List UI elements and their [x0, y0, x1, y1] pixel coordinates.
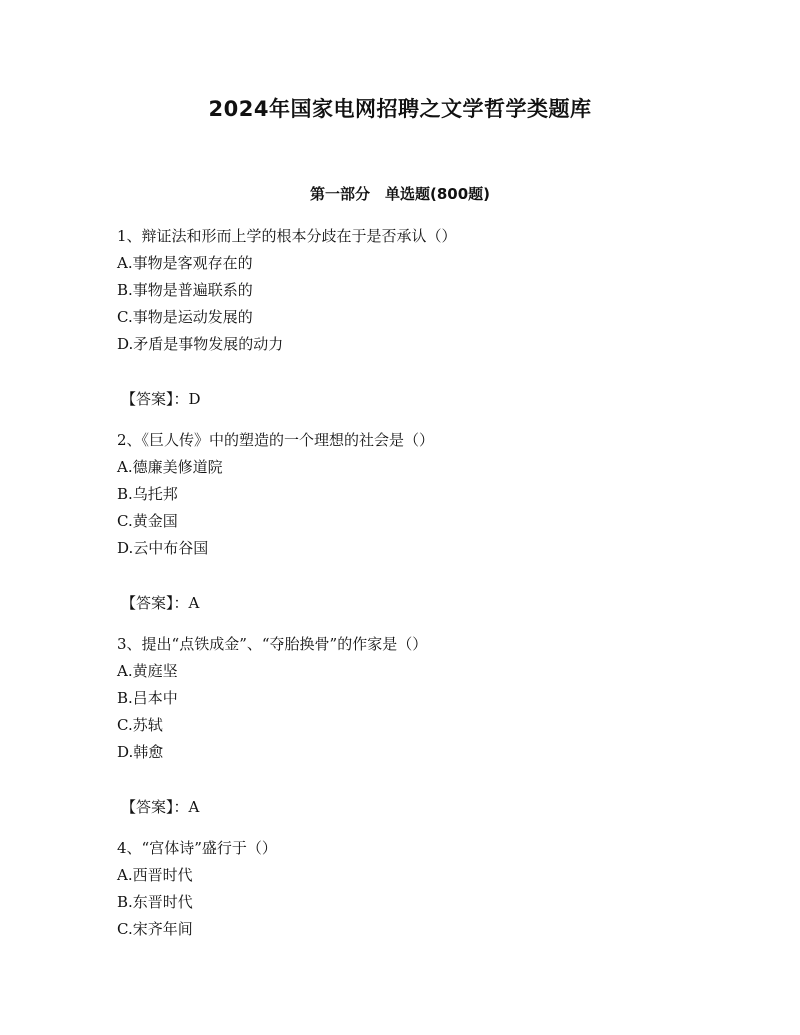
question-1-option-b: B.事物是普遍联系的 [117, 281, 253, 299]
document-title: 2024年国家电网招聘之文学哲学类题库 [208, 97, 592, 121]
question-1-option-c: C.事物是运动发展的 [117, 308, 253, 326]
question-3-option-b: B.吕本中 [117, 689, 178, 707]
question-2-option-c: C.黄金国 [117, 512, 178, 530]
question-4-option-b: B.东晋时代 [117, 893, 193, 911]
question-1-option-a: A.事物是客观存在的 [117, 254, 253, 272]
question-2-stem: 2、《巨人传》中的塑造的一个理想的社会是（） [117, 431, 435, 449]
question-1-stem: 1、辩证法和形而上学的根本分歧在于是否承认（） [117, 227, 457, 245]
question-4-stem: 4、“宫体诗”盛行于（） [117, 839, 277, 857]
question-2-option-a: A.德廉美修道院 [117, 458, 223, 476]
question-4-option-a: A.西晋时代 [117, 866, 193, 884]
question-2-option-d: D.云中布谷国 [117, 539, 209, 557]
question-3-option-a: A.黄庭坚 [117, 662, 178, 680]
question-1-answer: 【答案】：D [121, 390, 201, 408]
question-1-option-d: D.矛盾是事物发展的动力 [117, 335, 284, 353]
question-3-option-c: C.苏轼 [117, 716, 163, 734]
question-2-option-b: B.乌托邦 [117, 485, 178, 503]
section-title: 第一部分 单选题(800题) [309, 185, 491, 203]
question-3-option-d: D.韩愈 [117, 743, 164, 761]
question-4-option-c: C.宋齐年间 [117, 920, 193, 938]
question-3-stem: 3、提出“点铁成金”、“夺胎换骨”的作家是（） [117, 635, 428, 653]
question-3-answer: 【答案】：A [121, 798, 200, 816]
question-2-answer: 【答案】：A [121, 594, 200, 612]
